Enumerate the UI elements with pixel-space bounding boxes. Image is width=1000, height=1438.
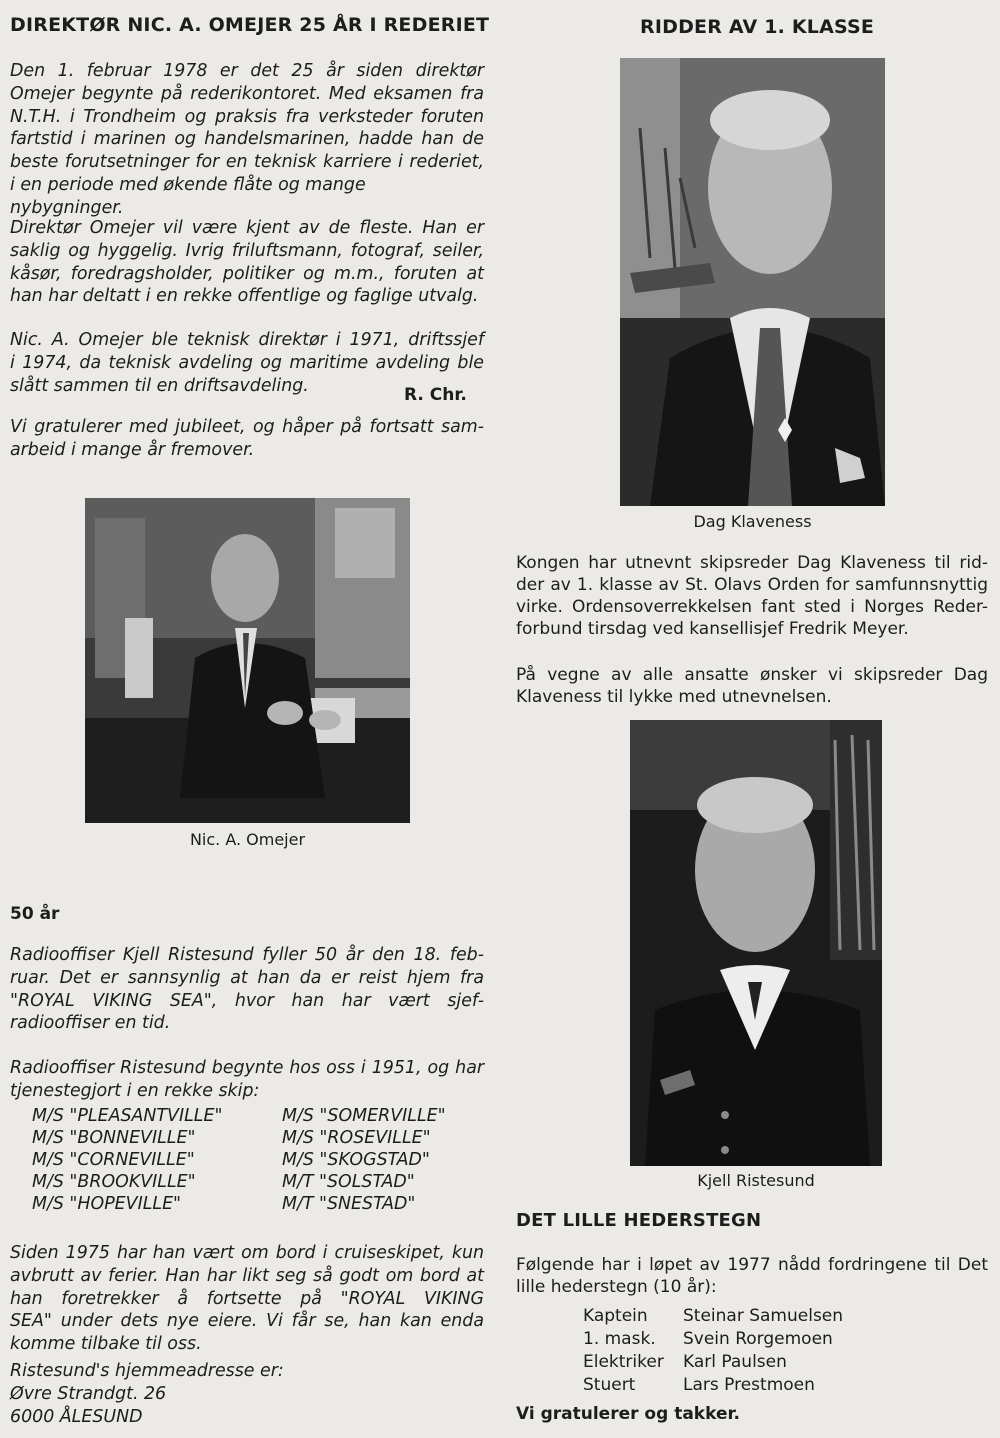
photo-omejer [85,498,410,823]
klaveness-paragraph-2: På vegne av alle ansatte ønsker vi skipsreder Dag Klaveness til lykke med utnevnelsen. [516,665,988,707]
honor-rank: Elektriker [583,1352,664,1372]
omejer-paragraph-1: Den 1. februar 1978 er det 25 år siden direktør Omejer begynte på rederikontoret. Med eksamen fra N.T.H. i Trondheim og praksis fra verksteder foruten fartstid i marinen og handelsmarinen, hadde han de beste forutsetninger for en teknisk karriere i rederiet, i en periode med økende flåte og mange nybygninger. [10,61,484,218]
ship-item: M/S "SOMERVILLE" [282,1106,446,1126]
omejer-paragraph-4: Vi gratulerer med jubileet, og håper på fortsatt sam- arbeid i mange år fremover. [10,417,484,460]
photo-ristesund [630,720,882,1166]
photo-klaveness [620,58,885,506]
ship-item: M/T "SOLSTAD" [282,1172,415,1192]
klaveness-paragraph-1: Kongen har utnevnt skipsreder Dag Klaveness til rid- der av 1. klasse av St. Olavs Orden for samfunnsnyttig virke. Ordensoverrekkelsen fant sted i Norges Reder- forbund tirsdag ved kansellisjef Fredrik Meyer. [516,553,988,639]
ship-item: M/S "CORNEVILLE" [32,1150,195,1170]
caption-omejer: Nic. A. Omejer [189,830,306,849]
honor-rank: 1. mask. [583,1329,656,1349]
ship-list [32,1105,502,1215]
omejer-paragraph-2: Direktør Omejer vil være kjent av de fleste. Han er saklig og hyggelig. Ivrig friluftsmann, fotograf, seiler, kåsør, foredragsholder, politiker og m.m., foruten at han har deltatt i en rekke offentlige og faglige utvalg. [10,218,484,307]
honors-list [583,1305,903,1397]
ristesund-paragraph-2: Radiooffiser Ristesund begynte hos oss i 1951, og har tjenestegjort i en rekke skip: [10,1058,484,1101]
ship-item: M/S "SKOGSTAD" [282,1150,430,1170]
honor-name: Steinar Samuelsen [683,1306,844,1326]
section-heading-50-ar: 50 år [10,904,60,924]
home-address: Ristesund's hjemmeadresse er: Øvre Strandgt. 26 6000 ÅLESUND [10,1361,284,1427]
ship-item: M/S "PLEASANTVILLE" [32,1106,223,1126]
honor-rank: Stuert [583,1375,636,1395]
hederstegn-paragraph: Følgende har i løpet av 1977 nådd fordringene til Det lille hederstegn (10 år): [516,1255,988,1297]
omejer-paragraph-3: Nic. A. Omejer ble teknisk direktør i 1971, driftssjef i 1974, da teknisk avdeling og maritime avdeling ble slått sammen til en driftsavdeling. [10,330,484,396]
caption-klaveness: Dag Klaveness [693,512,812,531]
honor-name: Karl Paulsen [683,1352,787,1372]
ship-item: M/S "HOPEVILLE" [32,1194,182,1214]
article-title-ridder: RIDDER AV 1. KLASSE [640,16,875,38]
article-title-omejer: DIREKTØR NIC. A. OMEJER 25 ÅR I REDERIET [10,14,490,36]
ship-item: M/S "BROOKVILLE" [32,1172,196,1192]
honor-name: Svein Rorgemoen [683,1329,833,1349]
honor-rank: Kaptein [583,1306,648,1326]
ristesund-paragraph-1: Radiooffiser Kjell Ristesund fyller 50 år den 18. feb- ruar. Det er sannsynlig at han da er reist hjem fra "ROYAL VIKING SEA", hvor han har vært sjef- radiooffiser en tid. [10,945,484,1034]
signature-r-chr: R. Chr. [404,385,467,405]
section-heading-hederstegn: DET LILLE HEDERSTEGN [516,1210,762,1231]
ship-item: M/T "SNESTAD" [282,1194,416,1214]
closing-line: Vi gratulerer og takker. [516,1404,740,1424]
caption-ristesund: Kjell Ristesund [697,1171,815,1190]
honor-name: Lars Prestmoen [683,1375,815,1395]
ship-item: M/S "ROSEVILLE" [282,1128,431,1148]
ristesund-paragraph-3: Siden 1975 har han vært om bord i cruiseskipet, kun avbrutt av ferier. Han har likt seg så godt om bord at han foretrekker å fortsette på "ROYAL VIKING SEA" under dets nye eiere. Vi får se, han kan enda komme tilbake til oss. [10,1243,484,1355]
ship-item: M/S "BONNEVILLE" [32,1128,196,1148]
